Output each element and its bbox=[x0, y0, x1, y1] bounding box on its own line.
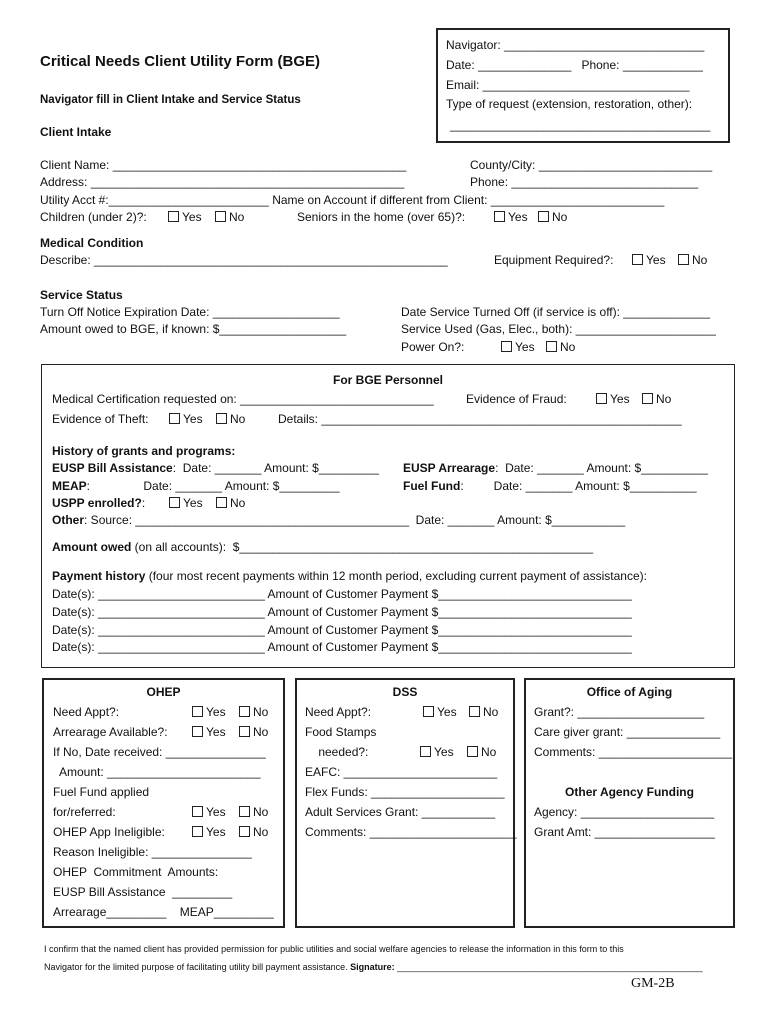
seniors-label: Seniors in the home (over 65)?: bbox=[297, 210, 466, 224]
checkbox-icon bbox=[467, 746, 478, 757]
checkbox-icon bbox=[423, 706, 434, 717]
checkbox-icon bbox=[239, 806, 250, 817]
agency-field[interactable]: Agency: ____________________ bbox=[534, 805, 715, 819]
dss-need-appt-no-checkbox[interactable]: No bbox=[469, 705, 498, 719]
ohep-need-appt-yes-checkbox[interactable]: Yes bbox=[192, 705, 226, 719]
children-no-checkbox[interactable]: No bbox=[215, 210, 244, 224]
dss-comments-field[interactable]: Comments: ______________________ bbox=[305, 825, 517, 839]
medical-describe-field[interactable]: Describe: _____________________________________________________ bbox=[40, 253, 448, 267]
equipment-yes-checkbox[interactable]: Yes bbox=[632, 253, 666, 267]
seniors-yes-checkbox[interactable]: Yes bbox=[494, 210, 528, 224]
checkbox-icon bbox=[678, 254, 689, 265]
payment-history-heading: Payment history (four most recent payments within 12 month period, excluding current payment of assistance): bbox=[52, 569, 647, 583]
seniors-no-checkbox[interactable]: No bbox=[538, 210, 567, 224]
checkbox-icon bbox=[239, 706, 250, 717]
phone-field[interactable]: Phone: ____________________________ bbox=[470, 175, 699, 189]
amount-owed-bge-field[interactable]: Amount owed to BGE, if known: $___________________ bbox=[40, 322, 347, 336]
checkbox-icon bbox=[169, 497, 180, 508]
children-yes-checkbox[interactable]: Yes bbox=[168, 210, 202, 224]
children-label: Children (under 2)?: bbox=[40, 210, 147, 224]
history-heading: History of grants and programs: bbox=[52, 444, 236, 458]
uspp-yes-checkbox[interactable]: Yes bbox=[169, 496, 203, 510]
checkbox-icon bbox=[192, 706, 203, 717]
checkbox-icon bbox=[169, 413, 180, 424]
ohep-arrearage-label: Arrearage Available?: bbox=[53, 725, 168, 739]
power-on-no-checkbox[interactable]: No bbox=[546, 340, 575, 354]
dss-needed-no-checkbox[interactable]: No bbox=[467, 745, 496, 759]
fraud-label: Evidence of Fraud: bbox=[466, 392, 567, 406]
utility-acct-field[interactable]: Utility Acct #:________________________ Name on Account if different from Client: __________________________ bbox=[40, 193, 665, 207]
ohep-need-appt-label: Need Appt?: bbox=[53, 705, 120, 719]
navigator-date-phone-field[interactable]: Date: ______________ Phone: ____________ bbox=[446, 58, 703, 72]
uspp-label: USPP enrolled?: bbox=[52, 496, 146, 510]
ohep-need-appt-no-checkbox[interactable]: No bbox=[239, 705, 268, 719]
fuel-fund-row[interactable]: Fuel Fund: Date: _______ Amount: $__________ bbox=[403, 479, 697, 493]
checkbox-icon bbox=[239, 826, 250, 837]
theft-details-field[interactable]: Details: ______________________________________________________ bbox=[278, 412, 682, 426]
dss-flex-field[interactable]: Flex Funds: ____________________ bbox=[305, 785, 505, 799]
signature-field[interactable]: _____________________________________________________________ bbox=[394, 962, 703, 972]
checkbox-icon bbox=[216, 413, 227, 424]
dss-food-stamps-label: Food Stamps bbox=[305, 725, 377, 739]
ohep-arrearage-yes-checkbox[interactable]: Yes bbox=[192, 725, 226, 739]
eusp-bill-row[interactable]: EUSP Bill Assistance: Date: _______ Amount: $_________ bbox=[52, 461, 379, 475]
request-type-field[interactable]: _______________________________________ bbox=[450, 118, 711, 132]
checkbox-icon bbox=[216, 497, 227, 508]
ohep-referred-no-checkbox[interactable]: No bbox=[239, 805, 268, 819]
checkbox-icon bbox=[538, 211, 549, 222]
dss-eafc-field[interactable]: EAFC: _______________________ bbox=[305, 765, 498, 779]
checkbox-icon bbox=[469, 706, 480, 717]
dss-need-appt-label: Need Appt?: bbox=[305, 705, 372, 719]
ohep-arrearage-no-checkbox[interactable]: No bbox=[239, 725, 268, 739]
other-agency-heading: Other Agency Funding bbox=[565, 785, 694, 799]
address-field[interactable]: Address: _______________________________________________ bbox=[40, 175, 405, 189]
confirm-line-1: I confirm that the named client has provided permission for public utilities and social welfare agencies to release the information in this form to this bbox=[44, 944, 624, 954]
client-intake-heading: Client Intake bbox=[40, 125, 112, 139]
fraud-no-checkbox[interactable]: No bbox=[642, 392, 671, 406]
checkbox-icon bbox=[546, 341, 557, 352]
ohep-reason-field[interactable]: Reason Ineligible: _______________ bbox=[53, 845, 252, 859]
navigator-email-field[interactable]: Email: _______________________________ bbox=[446, 78, 690, 92]
ohep-referred-yes-checkbox[interactable]: Yes bbox=[192, 805, 226, 819]
payment-row[interactable]: Date(s): _________________________ Amount of Customer Payment $_____________________________ bbox=[52, 640, 632, 654]
aging-caregiver-field[interactable]: Care giver grant: ______________ bbox=[534, 725, 721, 739]
checkbox-icon bbox=[239, 726, 250, 737]
ohep-ineligible-no-checkbox[interactable]: No bbox=[239, 825, 268, 839]
ohep-for-referred-label: for/referred: bbox=[53, 805, 116, 819]
dss-needed-label: needed?: bbox=[305, 745, 369, 759]
dss-needed-yes-checkbox[interactable]: Yes bbox=[420, 745, 454, 759]
checkbox-icon bbox=[420, 746, 431, 757]
dss-adult-grant-field[interactable]: Adult Services Grant: ___________ bbox=[305, 805, 496, 819]
power-on-yes-checkbox[interactable]: Yes bbox=[501, 340, 535, 354]
checkbox-icon bbox=[494, 211, 505, 222]
payment-row[interactable]: Date(s): _________________________ Amount of Customer Payment $_____________________________ bbox=[52, 623, 632, 637]
form-id: GM-2B bbox=[631, 976, 675, 991]
checkbox-icon bbox=[642, 393, 653, 404]
meap-row[interactable]: MEAP: Date: _______ Amount: $_________ bbox=[52, 479, 340, 493]
checkbox-icon bbox=[501, 341, 512, 352]
equipment-no-checkbox[interactable]: No bbox=[678, 253, 707, 267]
request-type-label: Type of request (extension, restoration, other): bbox=[446, 97, 693, 111]
other-source-row[interactable]: Other: Source: _________________________________________ Date: _______ Amount: $___________ bbox=[52, 513, 626, 527]
ohep-ineligible-yes-checkbox[interactable]: Yes bbox=[192, 825, 226, 839]
checkbox-icon bbox=[596, 393, 607, 404]
date-turned-off-field[interactable]: Date Service Turned Off (if service is off): _____________ bbox=[401, 305, 711, 319]
checkbox-icon bbox=[215, 211, 226, 222]
equipment-label: Equipment Required?: bbox=[494, 253, 614, 267]
checkbox-icon bbox=[168, 211, 179, 222]
checkbox-icon bbox=[192, 826, 203, 837]
ohep-date-received-field[interactable]: If No, Date received: _______________ bbox=[53, 745, 266, 759]
aging-heading: Office of Aging bbox=[586, 685, 673, 699]
power-on-label: Power On?: bbox=[401, 340, 465, 354]
payment-row[interactable]: Date(s): _________________________ Amount of Customer Payment $_____________________________ bbox=[52, 605, 632, 619]
client-name-field[interactable]: Client Name: ____________________________________________ bbox=[40, 158, 407, 172]
aging-grant-field[interactable]: Grant?: ___________________ bbox=[534, 705, 705, 719]
page-title: Critical Needs Client Utility Form (BGE) bbox=[40, 53, 321, 70]
payment-row[interactable]: Date(s): _________________________ Amount of Customer Payment $_____________________________ bbox=[52, 587, 632, 601]
confirm-line-2: Navigator for the limited purpose of facilitating utility bill payment assistance. Signature: _____________________________________________________________ bbox=[44, 962, 703, 972]
checkbox-icon bbox=[192, 806, 203, 817]
dss-need-appt-yes-checkbox[interactable]: Yes bbox=[423, 705, 457, 719]
turn-off-field[interactable]: Turn Off Notice Expiration Date: ___________________ bbox=[40, 305, 340, 319]
signature-label: Signature: bbox=[350, 962, 395, 972]
ohep-eusp-field[interactable]: EUSP Bill Assistance _________ bbox=[53, 885, 233, 899]
theft-no-checkbox[interactable]: No bbox=[216, 412, 245, 426]
checkbox-icon bbox=[192, 726, 203, 737]
eusp-arrearage-row[interactable]: EUSP Arrearage: Date: _______ Amount: $__________ bbox=[403, 461, 708, 475]
medical-heading: Medical Condition bbox=[40, 236, 144, 250]
service-used-field[interactable]: Service Used (Gas, Elec., both): _____________________ bbox=[401, 322, 716, 336]
ohep-arrearage-meap-field[interactable]: Arrearage_________ MEAP_________ bbox=[53, 905, 274, 919]
bge-heading: For BGE Personnel bbox=[332, 373, 444, 387]
ohep-commitment-label: OHEP Commitment Amounts: bbox=[53, 865, 219, 879]
theft-label: Evidence of Theft: bbox=[52, 412, 149, 426]
amount-owed-all-field[interactable]: Amount owed (on all accounts): $_____________________________________________________ bbox=[52, 540, 594, 554]
fraud-yes-checkbox[interactable]: Yes bbox=[596, 392, 630, 406]
navigator-field[interactable]: Navigator: ______________________________ bbox=[446, 38, 705, 52]
theft-yes-checkbox[interactable]: Yes bbox=[169, 412, 203, 426]
county-field[interactable]: County/City: __________________________ bbox=[470, 158, 713, 172]
grant-amt-field[interactable]: Grant Amt: __________________ bbox=[534, 825, 715, 839]
ohep-ineligible-label: OHEP App Ineligible: bbox=[53, 825, 165, 839]
uspp-no-checkbox[interactable]: No bbox=[216, 496, 245, 510]
ohep-amount-field[interactable]: Amount: _______________________ bbox=[53, 765, 261, 779]
dss-heading: DSS bbox=[392, 685, 418, 699]
med-cert-field[interactable]: Medical Certification requested on: _____________________________ bbox=[52, 392, 434, 406]
page-subtitle: Navigator fill in Client Intake and Service Status bbox=[40, 94, 301, 106]
ohep-heading: OHEP bbox=[146, 685, 181, 699]
service-heading: Service Status bbox=[40, 288, 123, 302]
aging-comments-field[interactable]: Comments: ____________________ bbox=[534, 745, 733, 759]
ohep-fuel-applied-label: Fuel Fund applied bbox=[53, 785, 150, 799]
checkbox-icon bbox=[632, 254, 643, 265]
